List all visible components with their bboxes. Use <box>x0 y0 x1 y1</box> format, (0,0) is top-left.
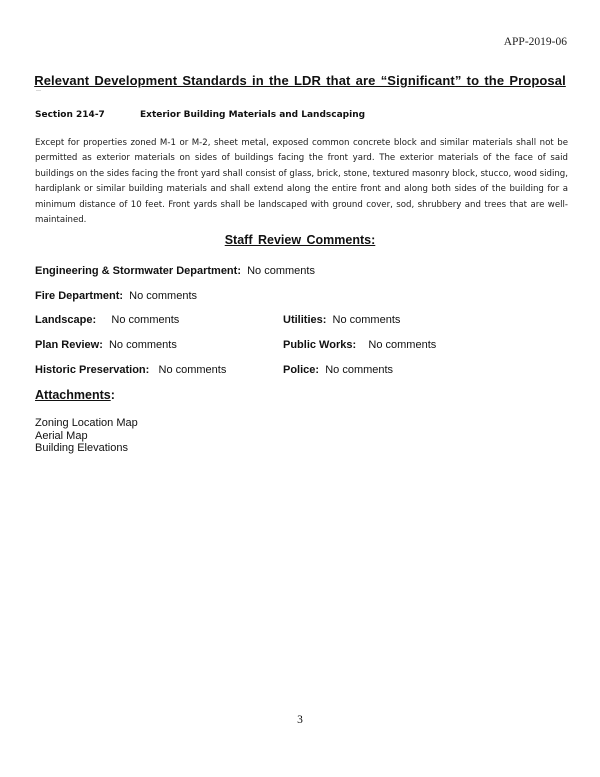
review-utilities <box>283 314 400 326</box>
review-value: No comments <box>332 314 401 326</box>
review-fire <box>35 290 197 302</box>
review-value: No comments <box>325 364 394 376</box>
review-public-works <box>283 339 436 351</box>
review-value: No comments <box>108 339 177 351</box>
section-number: Section 214-7 <box>35 110 105 120</box>
review-value: No comments <box>368 339 437 351</box>
review-value: No comments <box>158 364 227 376</box>
review-engineering <box>35 265 315 277</box>
attachment-item: Aerial Map <box>35 429 88 442</box>
review-label: Engineering & Stormwater Department: <box>35 265 241 277</box>
document-id: APP-2019-06 <box>503 36 567 48</box>
review-label: Utilities: <box>283 314 327 326</box>
review-value: No comments <box>129 290 198 302</box>
review-landscape <box>35 314 179 326</box>
review-label: Public Works: <box>283 339 357 351</box>
review-label: Fire Department: <box>35 290 124 302</box>
attachment-item: Zoning Location Map <box>35 417 138 429</box>
review-label: Landscape: <box>35 314 97 326</box>
review-historic <box>35 364 226 376</box>
attachments-heading <box>35 388 115 402</box>
review-police <box>283 364 393 376</box>
small-mark: — <box>36 88 41 94</box>
section-heading <box>35 110 365 120</box>
review-value: No comments <box>111 314 180 326</box>
page-number: 3 <box>297 714 303 726</box>
review-plan <box>35 339 177 351</box>
attachments-heading-colon: : <box>110 388 115 402</box>
attachments-heading-text: Attachments <box>35 388 111 402</box>
review-label: Police: <box>283 364 320 376</box>
review-value: No comments <box>247 265 315 277</box>
review-label: Plan Review: <box>35 339 103 351</box>
staff-review-heading: Staff Review Comments: <box>224 233 376 247</box>
body-paragraph: Except for properties zoned M-1 or M-2, sheet metal, exposed common concrete block and similar materials shall not be permitted as exterior materials on sides of buildings facing the front yard. The exterior materials of the face of said buildings on the sides facing the front yard shall consist of glass, brick, stone, textured masonry block, stucco, wood siding, hardiplank or similar building materials and shall extend along the entire front and along both sides of the building for a minimum distance of 10 feet. Front yards shall be landscaped with ground cover, sod, shrubbery and trees that are well-maintained. <box>35 138 568 226</box>
review-label: Historic Preservation: <box>35 364 150 376</box>
attachment-item: Building Elevations <box>35 442 128 454</box>
attachments-list <box>35 417 138 455</box>
section-title: Exterior Building Materials and Landscaping <box>140 110 366 120</box>
main-heading: Relevant Development Standards in the LDR that are “Significant” to the Proposal <box>34 73 566 88</box>
